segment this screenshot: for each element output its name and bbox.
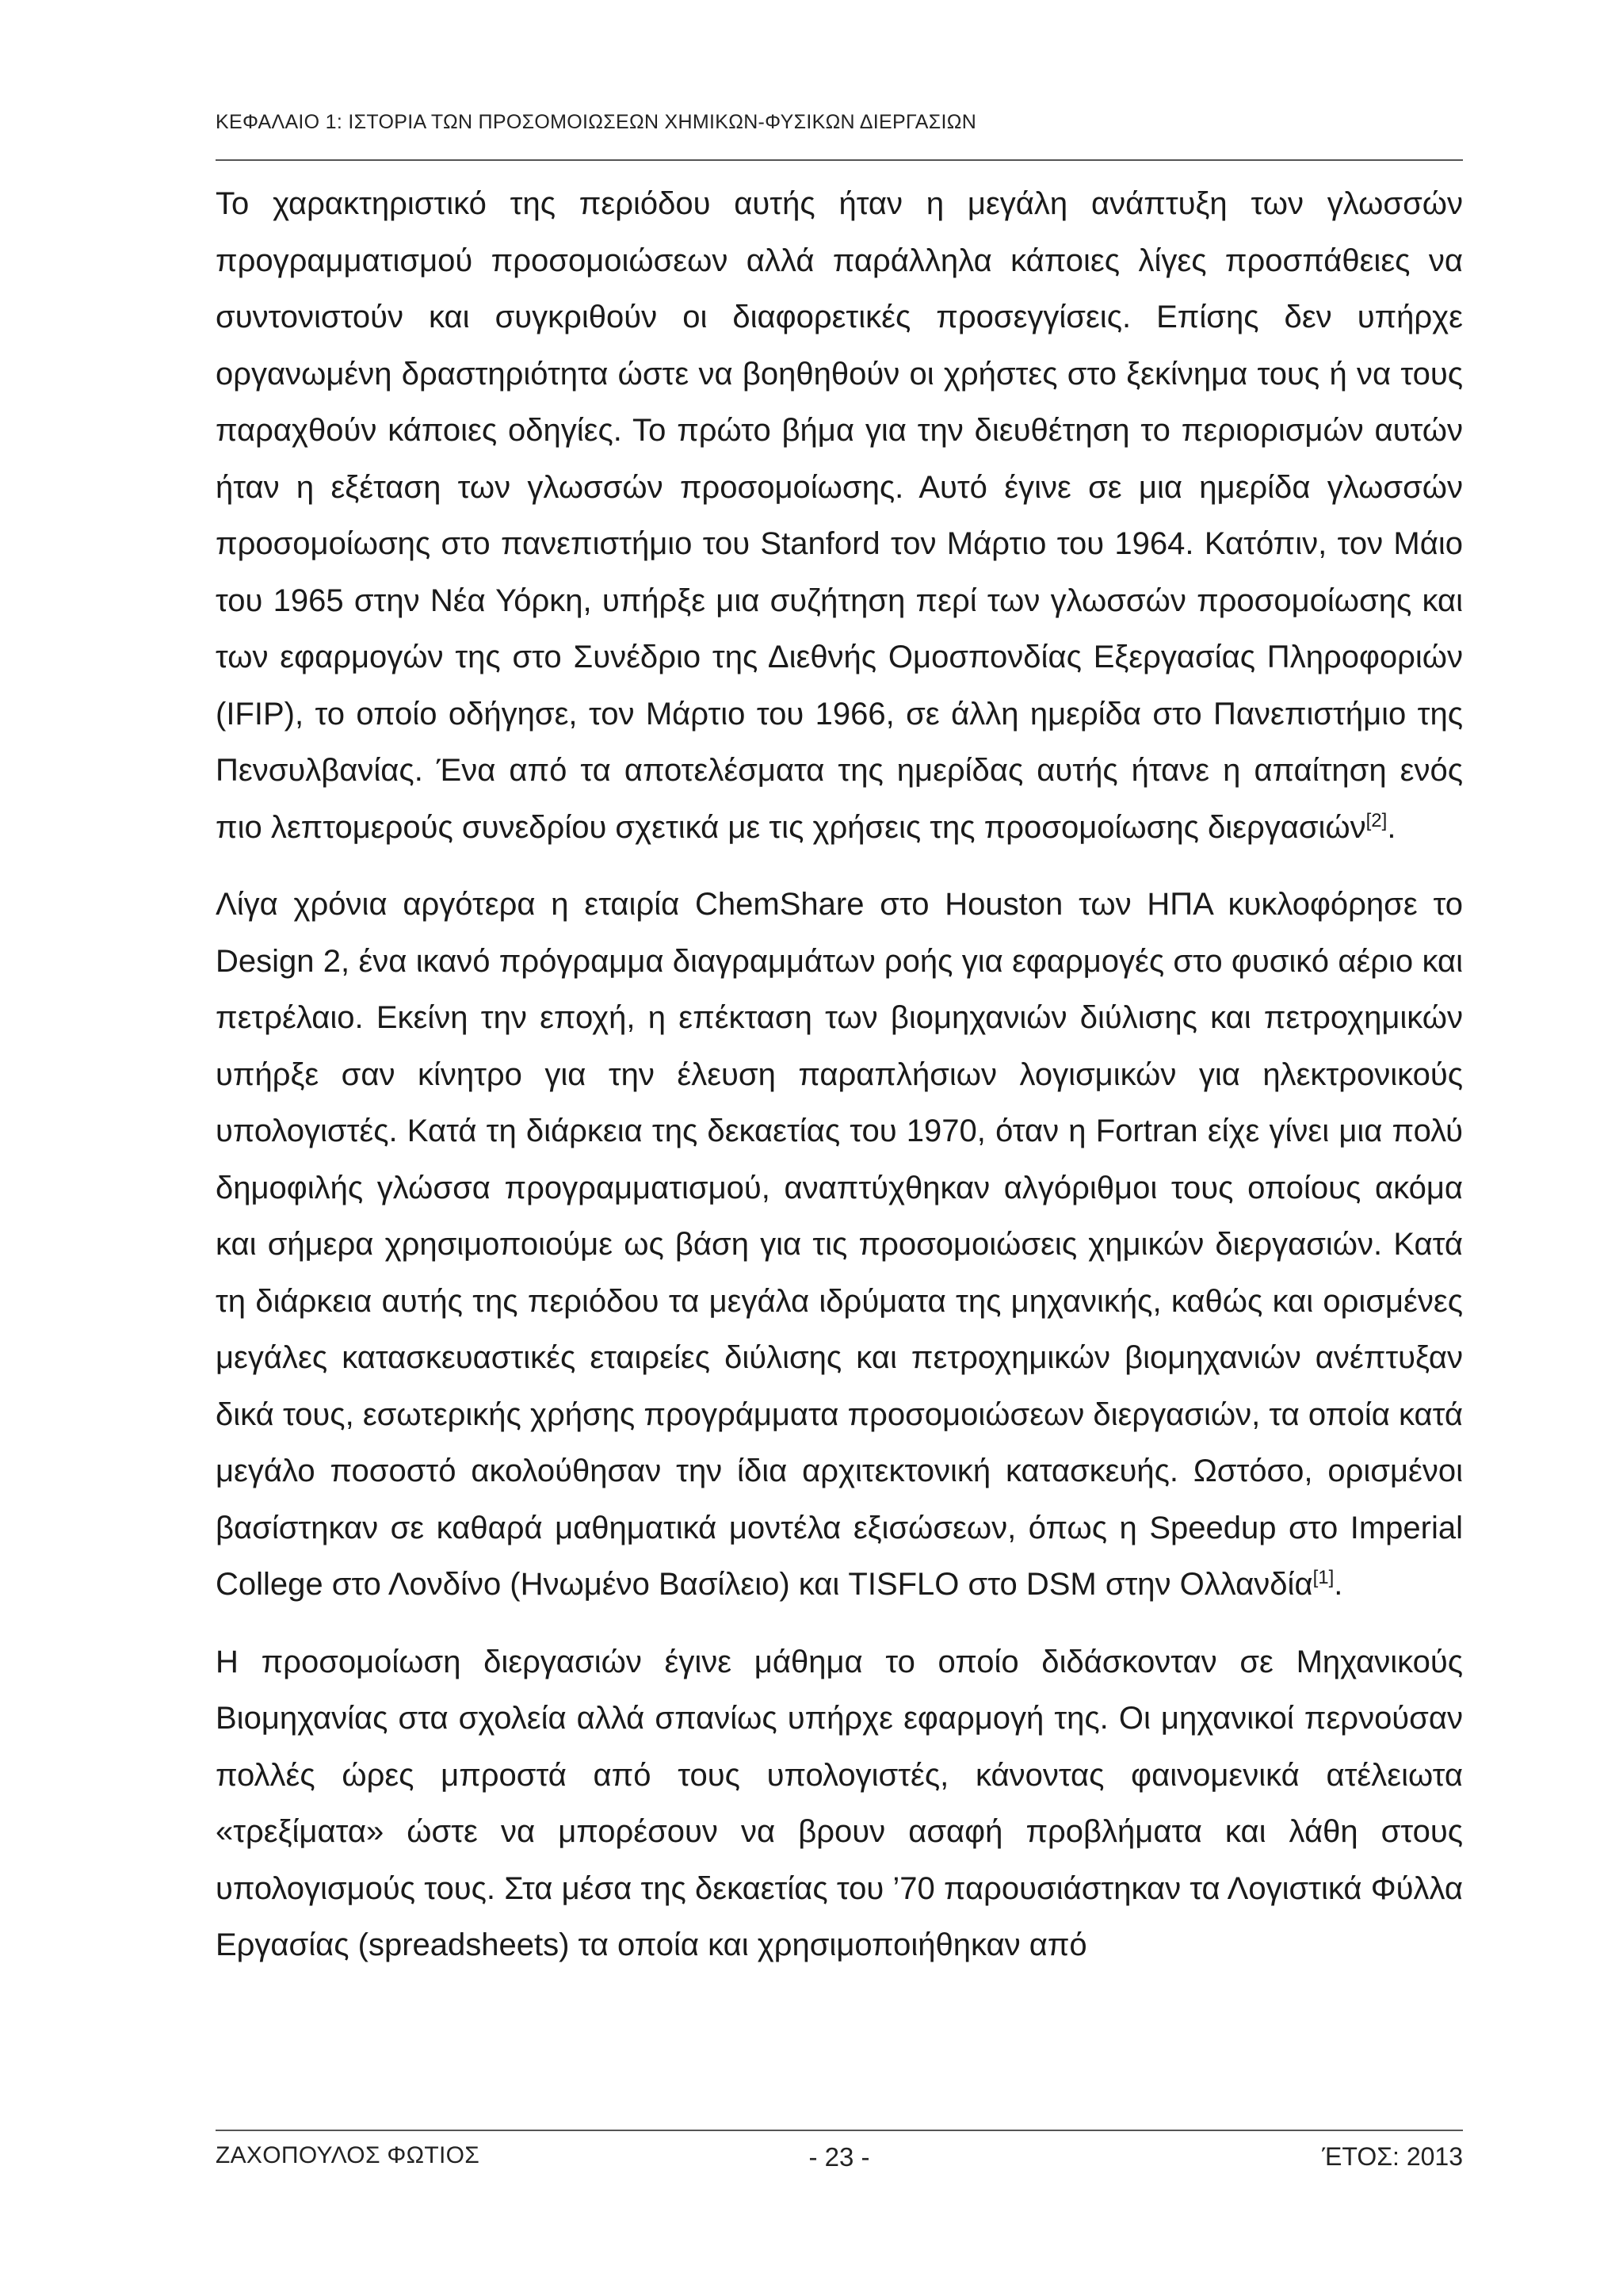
page-footer [216,2142,1463,2180]
paragraph-text: Το χαρακτηριστικό της περιόδου αυτής ήταν η μεγάλη ανάπτυξη των γλωσσών προγραμματισμού προσομοιώσεων αλλά παράλληλα κάποιες λίγες προσπάθειες να συντονιστούν και συγκριθούν οι διαφορετικές προσεγγίσεις. Επίσης δεν υπήρχε οργανωμένη δραστηριότητα ώστε να βοηθηθούν οι χρήστες στο ξεκίνημα τους ή να τους παραχθούν κάποιες οδηγίες. Το πρώτο βήμα για την διευθέτηση το περιορισμών αυτών ήταν η εξέταση των γλωσσών προσομοίωσης. Αυτό έγινε σε μια ημερίδα γλωσσών προσομοίωσης στο πανεπιστήμιο του Stanford τον Μάρτιο του 1964. Κατόπιν, τον Μάιο του 1965 στην Νέα Υόρκη, υπήρξε μια συζήτηση περί των γλωσσών προσομοίωσης και των εφαρμογών της στο Συνέδριο της Διεθνής Ομοσπονδίας Εξεργασίας Πληροφοριών (IFIP), το οποίο οδήγησε, τον Μάρτιο του 1966, σε άλλη ημερίδα στο Πανεπιστήμιο της Πενσυλβανίας. Ένα από τα αποτελέσματα της ημερίδας αυτής ήτανε η απαίτηση ενός πιο λεπτομερούς συνεδρίου σχετικά με τις χρήσεις της προσομοίωσης διεργασιών [216,186,1463,845]
paragraph-text: Λίγα χρόνια αργότερα η εταιρία ChemShare στο Houston των ΗΠΑ κυκλοφόρησε το Design 2, ένα ικανό πρόγραμμα διαγραμμάτων ροής για εφαρμογές στο φυσικό αέριο και πετρέλαιο. Εκείνη την εποχή, η επέκταση των βιομηχανιών διύλισης και πετροχημικών υπήρξε σαν κίνητρο για την έλευση παραπλήσιων λογισμικών για ηλεκτρονικούς υπολογιστές. Κατά τη διάρκεια της δεκαετίας του 1970, όταν η Fortran είχε γίνει μια πολύ δημοφιλής γλώσσα προγραμματισμού, αναπτύχθηκαν αλγόριθμοι τους οποίους ακόμα και σήμερα χρησιμοποιούμε ως βάση για τις προσομοιώσεις χημικών διεργασιών. Κατά τη διάρκεια αυτής της περιόδου τα μεγάλα ιδρύματα της μηχανικής, καθώς και ορισμένες μεγάλες κατασκευαστικές εταιρείες διύλισης και πετροχημικών βιομηχανιών ανέπτυξαν δικά τους, εσωτερικής χρήσης προγράμματα προσομοιώσεων διεργασιών, τα οποία κατά μεγάλο ποσοστό ακολούθησαν την ίδια αρχιτεκτονική κατασκευής. Ωστόσο, ορισμένοι βασίστηκαν σε καθαρά μαθηματικά μοντέλα εξισώσεων, όπως η Speedup στο Imperial College στο Λονδίνο (Ηνωμένο Βασίλειο) και TISFLO στο DSM στην Ολλανδία [216,887,1463,1602]
body-text [216,176,1463,1995]
citation-reference: [1] [1312,1567,1335,1588]
paragraph-end: . [1334,1567,1343,1602]
citation-reference: [2] [1365,809,1388,831]
running-header: ΚΕΦΑΛΑΙΟ 1: ΙΣΤΟΡΙΑ ΤΩΝ ΠΡΟΣΟΜΟΙΩΣΕΩΝ ΧΗΜΙΚΩΝ-ΦΥΣΙΚΩΝ ΔΙΕΡΓΑΣΙΩΝ [216,111,977,133]
page-number: - 23 - [808,2142,870,2172]
footer-year: ΈΤΟΣ: 2013 [1322,2142,1463,2171]
footer-author: ΖΑΧΟΠΟΥΛΟΣ ΦΩΤΙΟΣ [216,2142,480,2168]
header-divider [216,159,1463,161]
paragraph-text: Η προσομοίωση διεργασιών έγινε μάθημα το οποίο διδάσκονταν σε Μηχανικούς Βιομηχανίας στα σχολεία αλλά σπανίως υπήρχε εφαρμογή της. Οι μηχανικοί περνούσαν πολλές ώρες μπροστά από τους υπολογιστές, κάνοντας φαινομενικά ατέλειωτα «τρεξίματα» ώστε να μπορέσουν να βρουν ασαφή προβλήματα και λάθη στους υπολογισμούς τους. Στα μέσα της δεκαετίας του ’70 παρουσιάστηκαν τα Λογιστικά Φύλλα Εργασίας (spreadsheets) τα οποία και χρησιμοποιήθηκαν από [216,1644,1463,1962]
paragraph [216,176,1463,856]
paragraph [216,1634,1463,1974]
footer-divider [216,2130,1463,2131]
paragraph-end: . [1387,809,1396,845]
paragraph [216,877,1463,1614]
